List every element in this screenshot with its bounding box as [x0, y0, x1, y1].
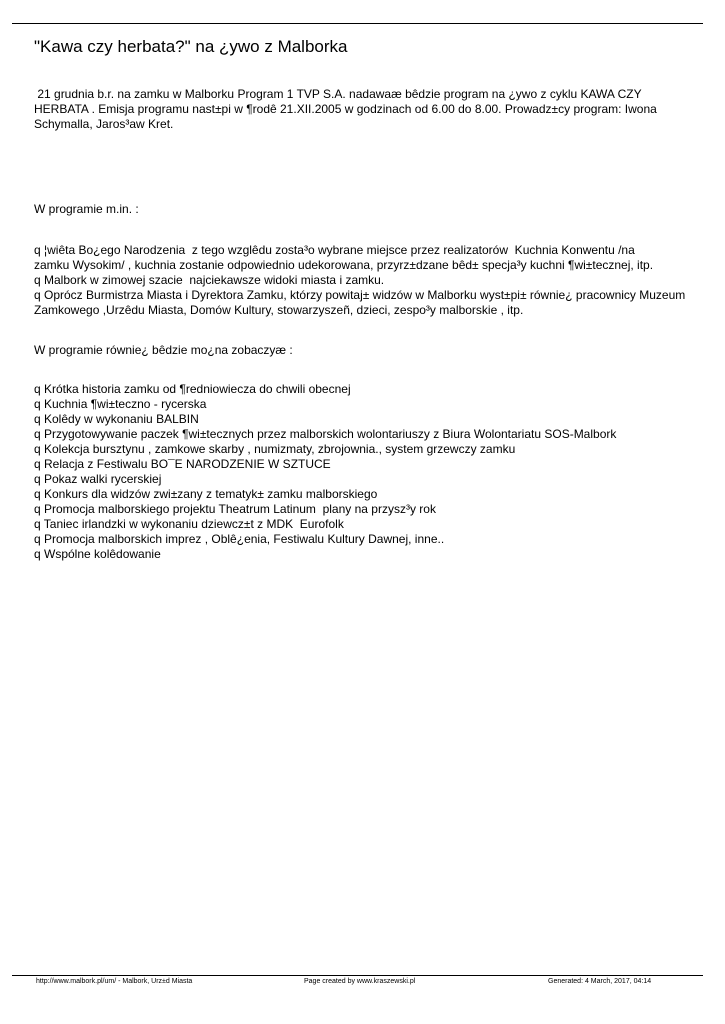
program-heading: W programie m.in. :	[34, 202, 139, 216]
list-item: Zamkowego ,Urzêdu Miasta, Domów Kultury, stowarzyszeñ, dzieci, zespo³y malborskie , itp.	[34, 303, 524, 317]
intro-paragraph	[34, 87, 657, 132]
intro-line: 21 grudnia b.r. na zamku w Malborku Program 1 TVP S.A. nadawaæ bêdzie program na ¿ywo z cyklu KAWA CZY	[34, 87, 642, 101]
list-item: q Taniec irlandzki w wykonaniu dziewcz±t z MDK Eurofolk	[34, 517, 344, 531]
list-item: q Konkurs dla widzów zwi±zany z tematyk± zamku malborskiego	[34, 487, 378, 501]
list-item: q Oprócz Burmistrza Miasta i Dyrektora Zamku, którzy powitaj± widzów w Malborku wyst±pi± równie¿ pracownicy Muzeum	[34, 288, 686, 302]
footer-divider	[12, 975, 703, 976]
list-item: q ¦wiêta Bo¿ego Narodzenia z tego wzglêdu zosta³o wybrane miejsce przez realizatorów Kuchnia Konwentu /na	[34, 243, 635, 257]
also-heading: W programie równie¿ bêdzie mo¿na zobaczyæ :	[34, 343, 293, 357]
list-item: q Kolêdy w wykonaniu BALBIN	[34, 412, 199, 426]
list-item: q Wspólne kolêdowanie	[34, 547, 161, 561]
page-title: "Kawa czy herbata?" na ¿ywo z Malborka	[34, 37, 348, 56]
intro-line: HERBATA . Emisja programu nast±pi w ¶rodê 21.XII.2005 w godzinach od 6.00 do 8.00. Prowadz±cy program: Iwona	[34, 102, 657, 116]
list-item: zamku Wysokim/ , kuchnia zostanie odpowiednio udekorowana, przyrz±dzane bêd± specja³y kuchni ¶wi±tecznej, itp.	[34, 258, 654, 272]
list-item: q Malbork w zimowej szacie najciekawsze widoki miasta i zamku.	[34, 273, 385, 287]
program-items-list	[34, 382, 616, 562]
list-item: q Przygotowywanie paczek ¶wi±tecznych przez malborskich wolontariuszy z Biura Wolontariatu SOS-Malbork	[34, 427, 617, 441]
footer-generated-timestamp: Generated: 4 March, 2017, 04:14	[548, 978, 652, 985]
highlights-list	[34, 243, 685, 318]
list-item: q Pokaz walki rycerskiej	[34, 472, 162, 486]
list-item: q Promocja malborskich imprez , Oblê¿enia, Festiwalu Kultury Dawnej, inne..	[34, 532, 445, 546]
intro-line: Schymalla, Jaros³aw Kret.	[34, 117, 174, 131]
list-item: q Kuchnia ¶wi±teczno - rycerska	[34, 397, 207, 411]
list-item: q Relacja z Festiwalu BO¯E NARODZENIE W SZTUCE	[34, 457, 331, 471]
list-item: q Promocja malborskiego projektu Theatrum Latinum plany na przysz³y rok	[34, 502, 436, 516]
footer-credit[interactable]: Page created by www.kraszewski.pl	[304, 978, 416, 985]
footer-source-link[interactable]: http://www.malbork.pl/um/ - Malbork, Urz±d Miasta	[36, 978, 193, 985]
list-item: q Kolekcja bursztynu , zamkowe skarby , numizmaty, zbrojownia., system grzewczy zamku	[34, 442, 516, 456]
top-divider	[12, 23, 703, 24]
list-item: q Krótka historia zamku od ¶redniowiecza do chwili obecnej	[34, 382, 351, 396]
